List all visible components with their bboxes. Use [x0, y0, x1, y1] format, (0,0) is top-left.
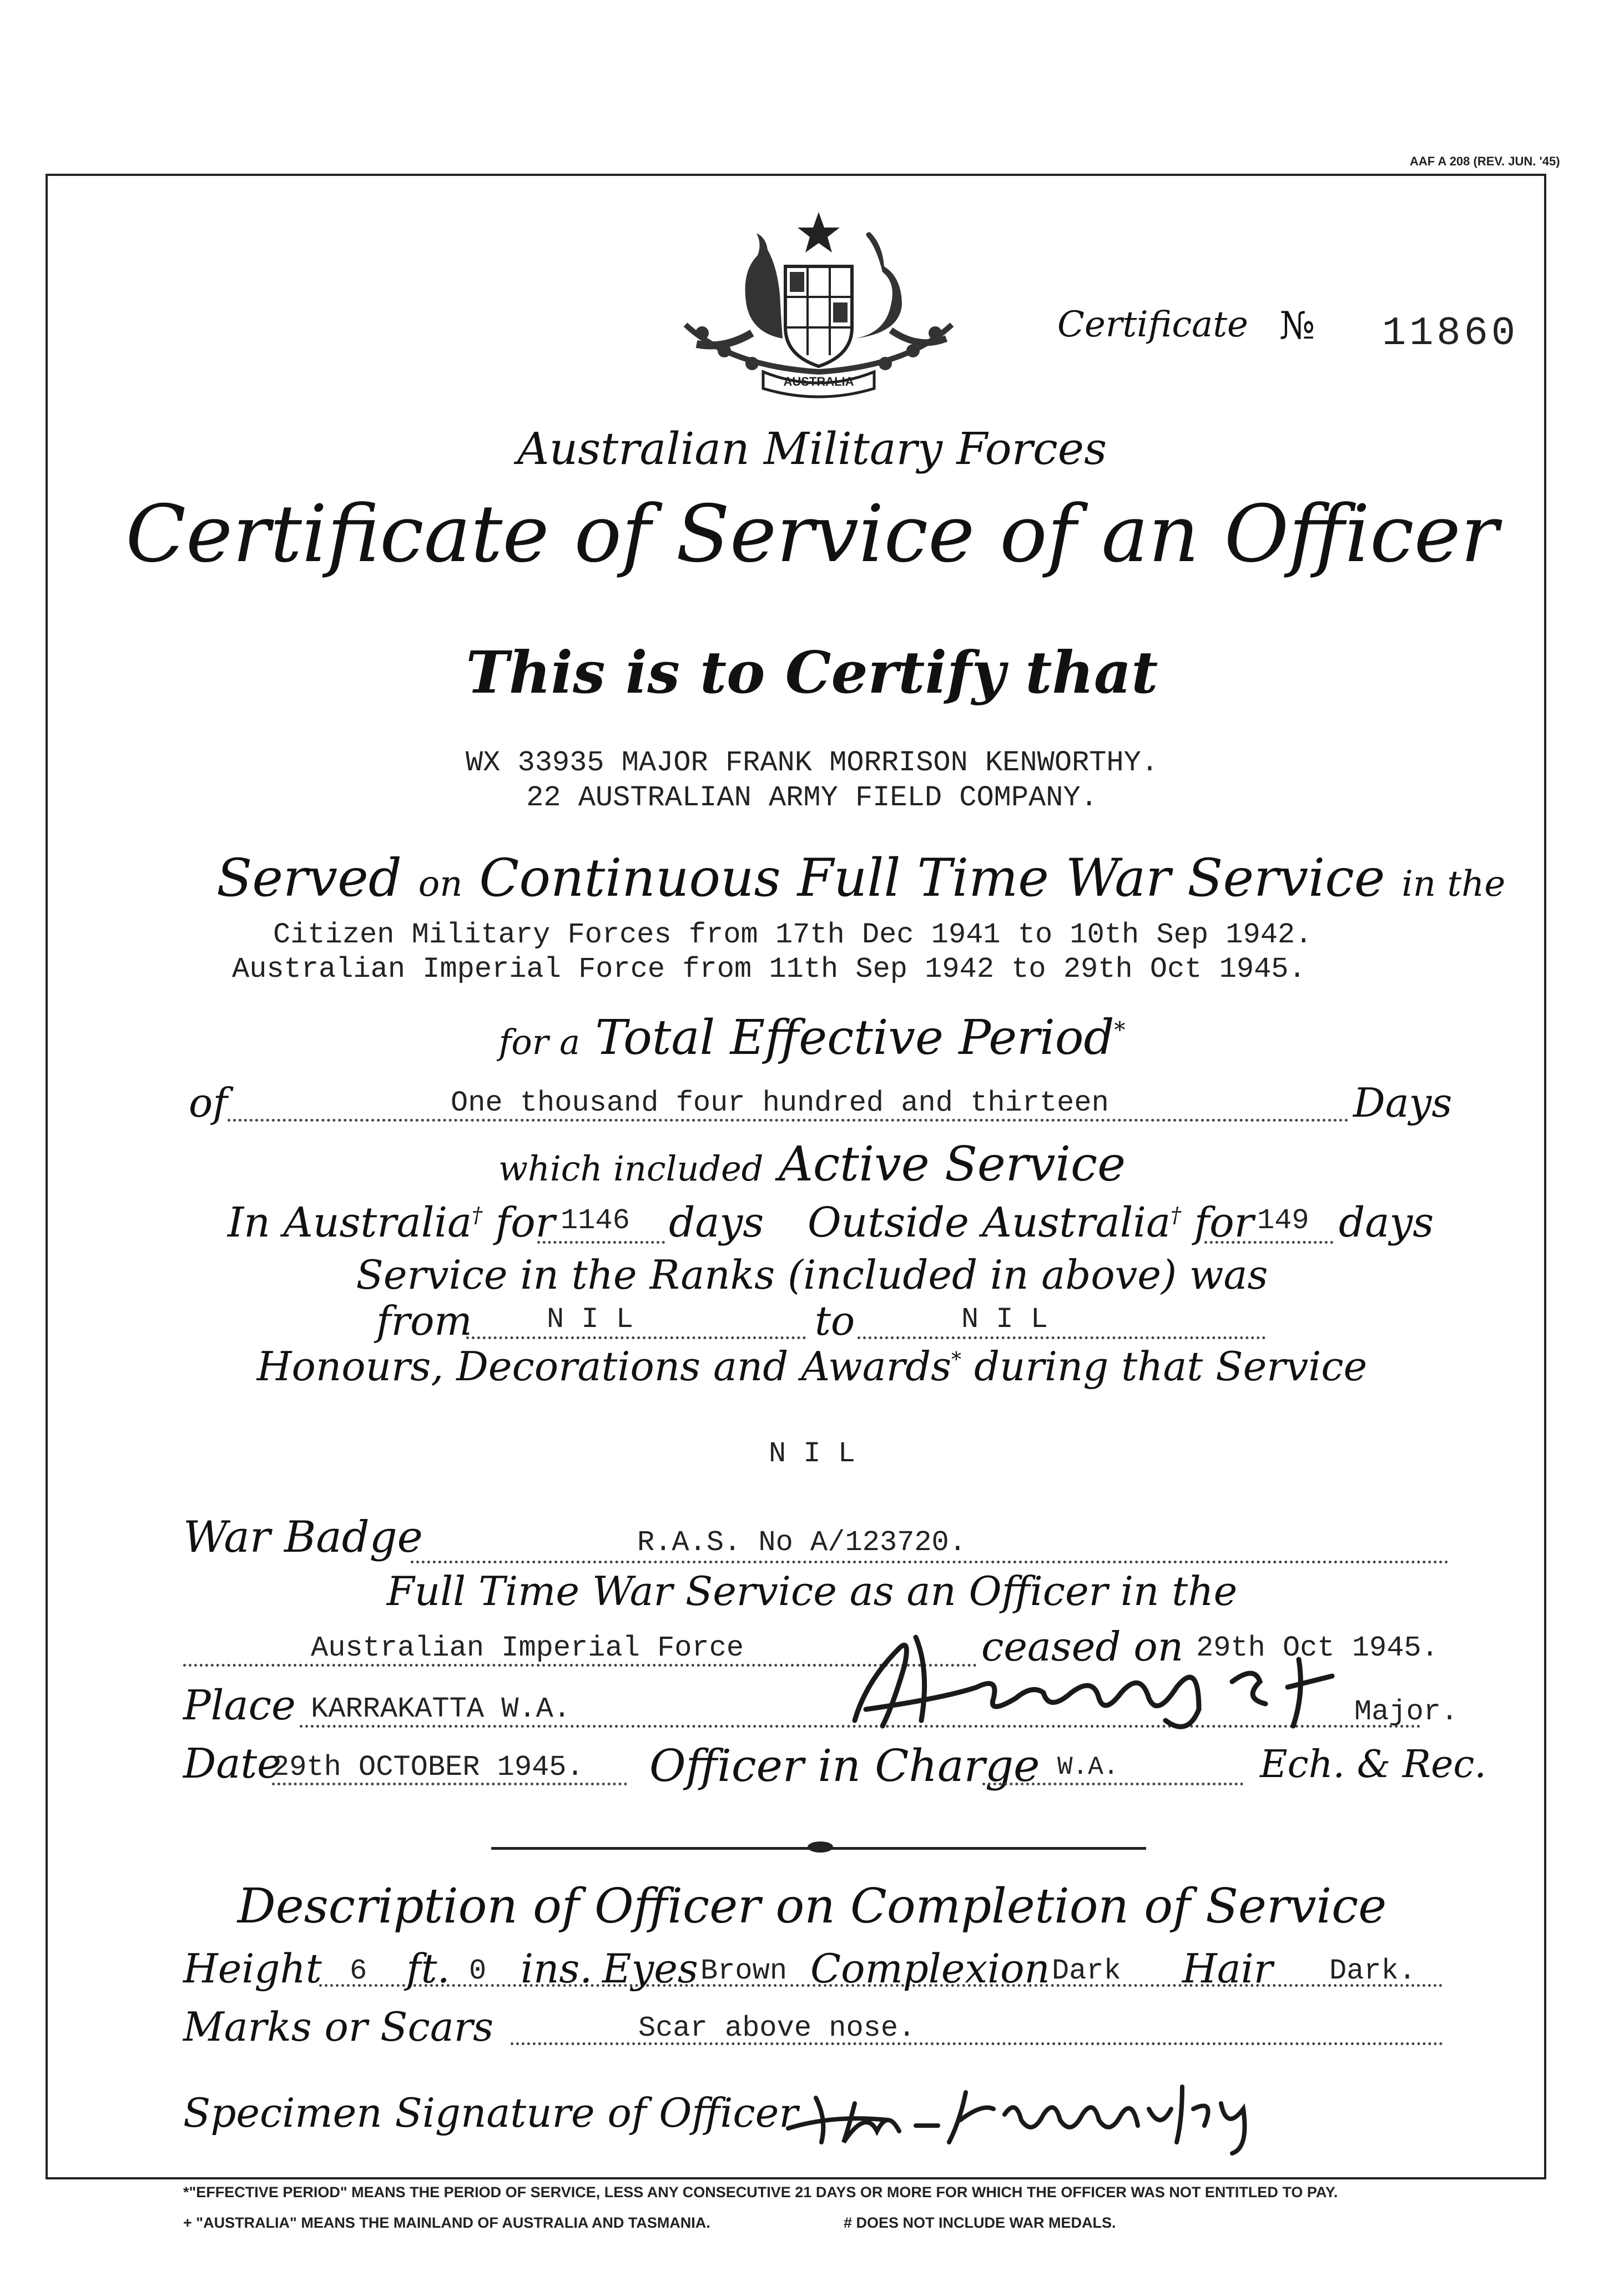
marks-value: Scar above nose.: [638, 2012, 916, 2045]
period-heading: [0, 1010, 1624, 1066]
active-heading-b: Active Service: [778, 1137, 1126, 1192]
in-australia-for: for: [495, 1199, 556, 1246]
org-heading: Australian Military Forces: [517, 423, 1107, 475]
ceased-heading: Full Time War Service as an Officer in the: [386, 1568, 1238, 1614]
honours-mark: *: [951, 1349, 962, 1371]
service-line-2: Australian Imperial Force from 11th Sep 1942 to 29th Oct 1945.: [232, 953, 1306, 986]
ceased-label: ceased on: [981, 1623, 1184, 1670]
place-rank: Major.: [1354, 1695, 1459, 1728]
complexion-label: Complexion: [810, 1945, 1050, 1992]
outside-australia-row: [808, 1199, 1254, 1246]
ft-value: 6: [350, 1955, 367, 1987]
honours-label: [0, 1343, 1624, 1390]
ranks-to-dots: [858, 1336, 1265, 1339]
ranks-label: Service in the Ranks (included in above) was: [356, 1251, 1268, 1298]
period-value: One thousand four hundred and thirteen: [451, 1087, 1109, 1119]
in-australia-days-label: days: [669, 1199, 764, 1246]
outside-australia-for: for: [1194, 1199, 1254, 1246]
date-value: 29th OCTOBER 1945.: [272, 1751, 584, 1784]
ranks-to-label: to: [815, 1298, 855, 1344]
footnote-3: # DOES NOT INCLUDE WAR MEDALS.: [844, 2214, 1116, 2231]
officer-in-charge-label: Officer in Charge: [649, 1740, 1040, 1791]
ins-value: 0: [469, 1955, 487, 1987]
active-heading-a: which included: [498, 1148, 764, 1189]
outside-australia-days-label: days: [1339, 1199, 1434, 1246]
ceased-date: 29th Oct 1945.: [1196, 1632, 1439, 1664]
page-title: Certificate of Service of an Officer: [125, 488, 1499, 580]
officer-line-2: 22 AUSTRALIAN ARMY FIELD COMPANY.: [526, 781, 1098, 814]
certificate-no-label: №: [1279, 304, 1315, 348]
war-badge-value: R.A.S. No A/123720.: [637, 1526, 966, 1559]
outside-australia-label: Outside Australia: [808, 1199, 1171, 1246]
form-code: AAF A 208 (REV. JUN. '45): [1410, 154, 1560, 168]
ranks-from-dots: [466, 1336, 806, 1339]
ft-label: ft.: [406, 1945, 450, 1992]
officer-signature: [783, 2076, 1304, 2159]
ech-rec-label: Ech. & Rec.: [1260, 1743, 1487, 1787]
ins-label: ins.: [521, 1945, 593, 1992]
in-australia-days: 1146: [561, 1204, 630, 1237]
footnote-1: *"EFFECTIVE PERIOD" MEANS THE PERIOD OF SERVICE, LESS ANY CONSECUTIVE 21 DAYS OR MORE FOR WHICH THE OFFICER WAS NOT ENTITLED TO PAY.: [183, 2184, 1338, 2201]
date-label: Date: [183, 1740, 281, 1788]
description-heading: Description of Officer on Completion of Service: [237, 1879, 1387, 1934]
place-label: Place: [183, 1682, 296, 1729]
outside-australia-dagger: †: [1171, 1203, 1182, 1228]
commanding-officer-signature: [833, 1615, 1354, 1743]
ceased-force: Australian Imperial Force: [311, 1632, 744, 1664]
honours-label-end: during that Service: [974, 1343, 1368, 1390]
place-value: KARRAKATTA W.A.: [311, 1693, 571, 1725]
period-label: Total Effective Period: [595, 1010, 1114, 1066]
war-badge-label: War Badge: [183, 1512, 423, 1562]
crest-scroll-text: AUSTRALIA: [783, 375, 854, 388]
ranks-from-label: from: [376, 1298, 472, 1344]
in-australia-dots: [537, 1241, 665, 1244]
period-days-label: Days: [1353, 1079, 1452, 1126]
service-intro-d: in the: [1401, 864, 1506, 905]
in-australia-label: In Australia: [228, 1199, 472, 1246]
war-badge-dots: [411, 1561, 1449, 1563]
in-australia-dagger: †: [472, 1203, 483, 1228]
ranks-from-value: N I L: [547, 1303, 634, 1336]
oic-value: W.A.: [1057, 1753, 1119, 1782]
service-intro: [216, 848, 1505, 909]
service-intro-c: Continuous Full Time War Service: [479, 848, 1385, 909]
hair-value: Dark.: [1329, 1955, 1416, 1987]
honours-value: N I L: [768, 1437, 856, 1470]
period-of-label: of: [189, 1079, 228, 1126]
certify-heading: This is to Certify that: [466, 638, 1158, 706]
service-intro-b: on: [418, 864, 463, 905]
footnote-2: + "AUSTRALIA" MEANS THE MAINLAND OF AUSTRALIA AND TASMANIA.: [183, 2214, 710, 2231]
active-heading: [0, 1137, 1624, 1192]
outside-australia-dots: [1204, 1241, 1333, 1244]
specimen-signature-label: Specimen Signature of Officer: [183, 2090, 798, 2136]
service-intro-a: Served: [216, 848, 402, 909]
period-for-a: for a: [498, 1022, 581, 1062]
eyes-label: Eyes: [602, 1945, 698, 1992]
eyes-value: Brown: [700, 1955, 788, 1987]
certificate-label: Certificate: [1057, 304, 1248, 345]
marks-label: Marks or Scars: [183, 2004, 494, 2050]
in-australia-row: [228, 1199, 555, 1246]
ranks-to-value: N I L: [961, 1303, 1048, 1336]
outside-australia-days: 149: [1257, 1204, 1309, 1237]
divider-ornament: [808, 1841, 833, 1853]
certificate-number: 11860: [1382, 311, 1519, 356]
service-line-1: Citizen Military Forces from 17th Dec 1941 to 10th Sep 1942.: [273, 919, 1313, 951]
complexion-value: Dark: [1052, 1955, 1121, 1987]
height-label: Height: [183, 1945, 322, 1992]
oic-dots: [982, 1783, 1243, 1785]
period-mark: *: [1114, 1017, 1126, 1043]
officer-line-1: WX 33935 MAJOR FRANK MORRISON KENWORTHY.: [465, 746, 1159, 779]
honours-label-main: Honours, Decorations and Awards: [256, 1343, 952, 1390]
hair-label: Hair: [1182, 1945, 1273, 1992]
